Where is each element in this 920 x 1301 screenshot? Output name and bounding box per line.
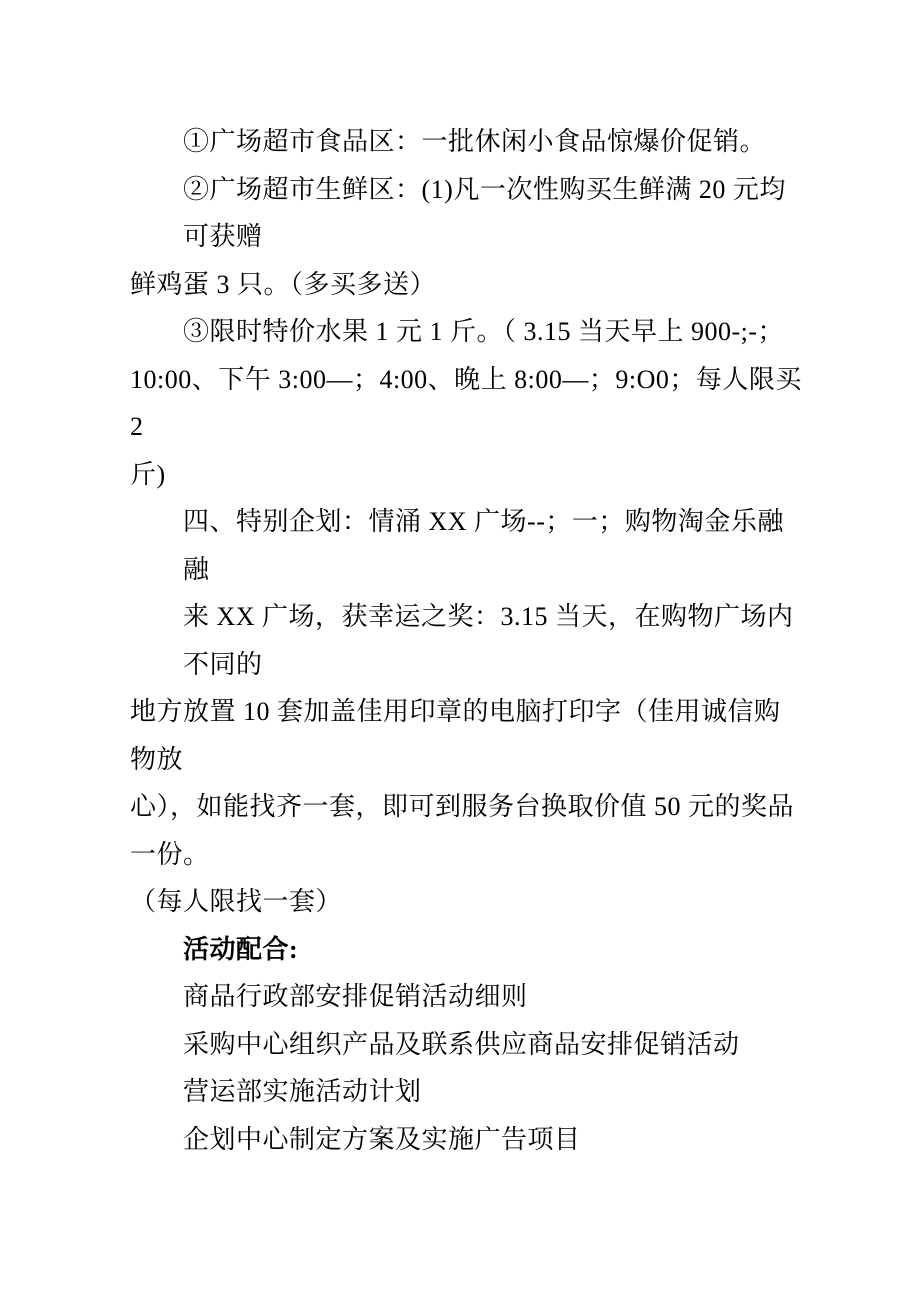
document-content [130,118,809,1163]
paragraph-line: ②广场超市生鲜区：(1)凡一次性购买生鲜满 20 元均可获赠 [183,174,786,251]
paragraph-line: 鲜鸡蛋 3 只。（多买多送） [130,269,437,299]
paragraph-line: ①广场超市食品区：一批休闲小食品惊爆价促销。 [183,127,767,156]
paragraph-line: 斤) [130,459,166,489]
paragraph-line: 来 XX 广场，获幸运之奖：3.15 当天，在购物广场内不同的 [183,602,794,679]
paragraph-line: 企划中心制定方案及实施广告项目 [183,1124,581,1154]
paragraph-line: 心），如能找齐一套，即可到服务台换取价值 50 元的奖品一份。 [130,792,795,869]
paragraph-line: ③限时特价水果 1 元 1 斤。（ 3.15 当天早上 900-;-； [183,317,785,346]
paragraph-line: 商品行政部安排促销活动细则 [183,982,528,1011]
paragraph-line: 地方放置 10 套加盖佳用印章的电脑打印字（佳用诚信购物放 [130,697,781,774]
paragraph-line: 营运部实施活动计划 [183,1077,422,1106]
paragraph-line: 10:00、下午 3:00—；4:00、晚上 8:00—；9:O0；每人限买 2 [130,364,809,441]
paragraph-line: 采购中心组织产品及联系供应商品安排促销活动 [183,1029,740,1059]
paragraph-line: 四、特别企划：情涌 XX 广场--；一；购物淘金乐融融 [183,507,784,584]
paragraph-line: （每人限找一套） [130,887,343,916]
section-heading: 活动配合: [183,934,299,964]
